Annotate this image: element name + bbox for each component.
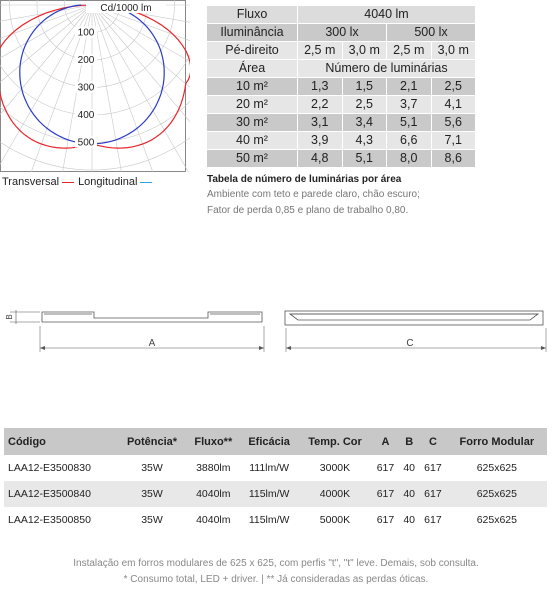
count-cell: 1,5: [342, 78, 387, 96]
count-cell: 8,6: [431, 150, 476, 168]
spec-header-row: [4, 428, 547, 455]
polar-diagram: [0, 0, 190, 172]
polar-ring-label: 300: [77, 82, 95, 94]
dimension-drawings: [0, 298, 552, 360]
spec-cell: 625x625: [447, 455, 547, 481]
area-cell: 30 m²: [207, 114, 298, 132]
spec-cell: 625x625: [447, 481, 547, 507]
col-eficacia: Eficácia: [240, 428, 298, 455]
footer-line-1: Instalação em forros modulares de 625 x 625, com perfis "t", "t" leve. Demais, sob consulta.: [73, 558, 479, 569]
polar-ring-label: 200: [77, 55, 95, 66]
spec-cell: 35W: [117, 507, 186, 533]
lum-row: [207, 132, 476, 150]
fluxo-value: 4040 lm: [298, 6, 476, 24]
count-cell: 5,6: [431, 114, 476, 132]
count-cell: 4,3: [342, 132, 387, 150]
notes-line-1: Ambiente com teto e parede claro, chão escuro;: [207, 189, 420, 200]
legend-longitudinal: Longitudinal: [78, 176, 138, 188]
side-profile: [42, 312, 262, 322]
count-cell: 3,1: [298, 114, 343, 132]
spec-cell: 617: [419, 507, 446, 533]
col-fluxo: Fluxo**: [187, 428, 240, 455]
spec-cell: 617: [419, 481, 446, 507]
lux-500: 500 lx: [387, 24, 476, 42]
lum-row-iluminancia: [207, 24, 476, 42]
height-cell: 2,5 m: [387, 42, 432, 60]
spec-cell: 40: [399, 455, 419, 481]
height-cell: 3,0 m: [342, 42, 387, 60]
spec-cell: 40: [399, 481, 419, 507]
lum-row-pe-direito: [207, 42, 476, 60]
top-view: [285, 311, 543, 325]
count-cell: 6,6: [387, 132, 432, 150]
spec-cell: 111lm/W: [240, 455, 298, 481]
dim-a-arrow: [259, 346, 264, 350]
count-cell: 2,1: [387, 78, 432, 96]
area-cell: 10 m²: [207, 78, 298, 96]
iluminancia-label: Iluminância: [207, 24, 298, 42]
col-forro-modular: Forro Modular: [447, 428, 547, 455]
count-cell: 4,1: [431, 96, 476, 114]
count-cell: 2,2: [298, 96, 343, 114]
col-c: C: [419, 428, 446, 455]
footer-line-2: * Consumo total, LED + driver. | ** Já consideradas as perdas óticas.: [123, 574, 429, 585]
count-cell: 3,7: [387, 96, 432, 114]
col-temp-cor: Temp. Cor: [298, 428, 371, 455]
count-cell: 2,5: [431, 78, 476, 96]
spec-cell: 3000K: [298, 455, 371, 481]
spec-cell: LAA12-E3500840: [4, 481, 117, 507]
spec-cell: 617: [372, 507, 399, 533]
area-cell: 40 m²: [207, 132, 298, 150]
dim-b-label: B: [5, 314, 14, 320]
spec-cell: 4000K: [298, 481, 371, 507]
count-cell: 1,3: [298, 78, 343, 96]
count-cell: 3,4: [342, 114, 387, 132]
count-cell: 8,0: [387, 150, 432, 168]
spec-cell: 617: [419, 455, 446, 481]
fluxo-label: Fluxo: [207, 6, 298, 24]
count-label: Número de luminárias: [298, 60, 476, 78]
polar-ring-label: 500: [77, 137, 95, 149]
count-cell: 5,1: [342, 150, 387, 168]
spec-cell: 617: [372, 455, 399, 481]
col-a: A: [372, 428, 399, 455]
lum-row: [207, 150, 476, 168]
dim-c-arrow: [541, 346, 546, 350]
count-cell: 3,9: [298, 132, 343, 150]
count-cell: 4,8: [298, 150, 343, 168]
lum-row: [207, 114, 476, 132]
luminaire-count-table: [206, 5, 476, 168]
dim-c-arrow: [286, 346, 291, 350]
lum-row: [207, 96, 476, 114]
dim-a-label: A: [148, 338, 156, 349]
spec-cell: LAA12-E3500830: [4, 455, 117, 481]
col-codigo: Código: [4, 428, 117, 455]
pe-direito-label: Pé-direito: [207, 42, 298, 60]
notes-line-2: Fator de perda 0,85 e plano de trabalho 0,80.: [207, 205, 409, 216]
polar-ring-label: 400: [77, 110, 95, 121]
spec-cell: 4040lm: [187, 507, 240, 533]
lux-300: 300 lx: [298, 24, 387, 42]
legend-transversal: Transversal: [2, 176, 60, 188]
count-cell: 2,5: [342, 96, 387, 114]
spec-table: [4, 428, 547, 533]
spec-cell: 115lm/W: [240, 481, 298, 507]
spec-cell: 617: [372, 481, 399, 507]
spec-cell: LAA12-E3500850: [4, 507, 117, 533]
legend-transversal-swatch: [62, 182, 74, 183]
lum-row-area-header: [207, 60, 476, 78]
spec-cell: 35W: [117, 481, 186, 507]
notes-title: Tabela de número de luminárias por área: [207, 174, 402, 185]
dim-c-label: C: [406, 338, 414, 349]
lum-row-fluxo: [207, 6, 476, 24]
area-cell: 20 m²: [207, 96, 298, 114]
height-cell: 2,5 m: [298, 42, 343, 60]
spec-cell: 5000K: [298, 507, 371, 533]
spec-cell: 3880lm: [187, 455, 240, 481]
polar-legend: [2, 176, 156, 188]
spec-cell: 4040lm: [187, 481, 240, 507]
col-b: B: [399, 428, 419, 455]
dim-a-arrow: [40, 346, 45, 350]
lum-row: [207, 78, 476, 96]
col-potencia: Potência*: [117, 428, 186, 455]
legend-longitudinal-swatch: [140, 182, 152, 183]
count-cell: 5,1: [387, 114, 432, 132]
polar-ring-label: 100: [77, 27, 95, 39]
polar-unit-label: Cd/1000 lm: [100, 3, 152, 14]
spec-cell: 625x625: [447, 507, 547, 533]
top-view-inner: [290, 314, 538, 320]
area-cell: 50 m²: [207, 150, 298, 168]
spec-cell: 115lm/W: [240, 507, 298, 533]
area-label: Área: [207, 60, 298, 78]
spec-cell: 35W: [117, 455, 186, 481]
height-cell: 3,0 m: [431, 42, 476, 60]
table-row: [4, 507, 547, 533]
spec-cell: 40: [399, 507, 419, 533]
table-row: [4, 481, 547, 507]
table-row: [4, 455, 547, 481]
count-cell: 7,1: [431, 132, 476, 150]
